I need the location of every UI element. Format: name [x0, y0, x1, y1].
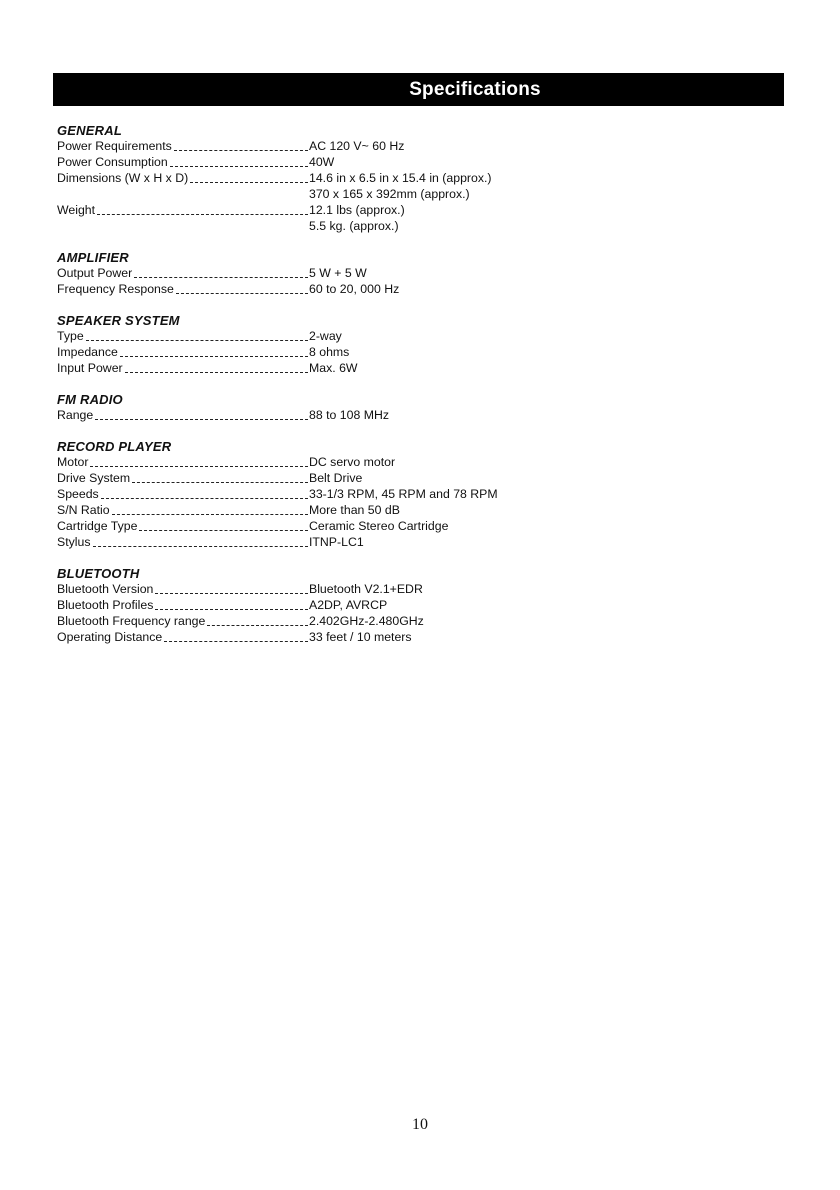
spec-label: Frequency Response	[57, 282, 174, 296]
spec-label-cell	[57, 154, 309, 170]
spec-label: Stylus	[57, 535, 91, 549]
spec-label: Power Consumption	[57, 155, 168, 169]
section-heading: SPEAKER SYSTEM	[57, 313, 180, 328]
spec-values	[309, 454, 395, 470]
spec-label-cell	[57, 502, 309, 518]
spec-row	[57, 170, 577, 202]
dotted-leader	[164, 641, 308, 642]
spec-section-bluetooth	[57, 566, 577, 645]
spec-label-cell	[57, 629, 309, 645]
dotted-leader	[134, 277, 308, 278]
spec-row	[57, 502, 577, 518]
spec-label: Range	[57, 408, 94, 422]
spec-row	[57, 154, 577, 170]
spec-row	[57, 629, 577, 645]
spec-label: Power Requirements	[57, 139, 172, 153]
spec-row	[57, 581, 577, 597]
spec-label-cell	[57, 344, 309, 360]
spec-value: DC servo motor	[309, 455, 396, 469]
dotted-leader	[174, 150, 308, 151]
spec-value: Ceramic Stereo Cartridge	[309, 519, 449, 533]
spec-section-amplifier	[57, 250, 577, 297]
spec-values	[309, 486, 498, 502]
specifications-list	[57, 123, 577, 661]
section-heading: AMPLIFIER	[57, 250, 129, 265]
spec-row	[57, 613, 577, 629]
spec-label-cell	[57, 407, 309, 423]
spec-values	[309, 518, 448, 534]
spec-label-cell	[57, 534, 309, 550]
dotted-leader	[207, 625, 308, 626]
spec-values	[309, 613, 424, 629]
spec-row	[57, 470, 577, 486]
spec-value: 12.1 lbs (approx.)	[309, 203, 405, 217]
section-heading: RECORD PLAYER	[57, 439, 172, 454]
spec-row	[57, 597, 577, 613]
spec-label-cell	[57, 328, 309, 344]
spec-label-cell	[57, 360, 309, 376]
spec-value: 40W	[309, 155, 335, 169]
page-number: 10	[412, 1116, 428, 1133]
spec-values	[309, 407, 389, 423]
spec-label-cell	[57, 170, 309, 186]
spec-values	[309, 138, 404, 154]
spec-label-cell	[57, 613, 309, 629]
spec-label: Bluetooth Profiles	[57, 598, 154, 612]
spec-row	[57, 407, 577, 423]
spec-row	[57, 360, 577, 376]
dotted-leader	[93, 546, 309, 547]
spec-value: 33 feet / 10 meters	[309, 630, 412, 644]
dotted-leader	[101, 498, 308, 499]
spec-label-cell	[57, 202, 309, 218]
spec-value: Max. 6W	[309, 361, 358, 375]
spec-label-cell	[57, 265, 309, 281]
dotted-leader	[170, 166, 308, 167]
spec-value: A2DP, AVRCP	[309, 598, 388, 612]
spec-label: S/N Ratio	[57, 503, 110, 517]
dotted-leader	[86, 340, 308, 341]
spec-label-cell	[57, 518, 309, 534]
spec-row	[57, 518, 577, 534]
spec-row	[57, 534, 577, 550]
spec-value: 88 to 108 MHz	[309, 408, 389, 422]
spec-row	[57, 202, 577, 234]
dotted-leader	[155, 593, 308, 594]
spec-row	[57, 344, 577, 360]
spec-value: 5 W + 5 W	[309, 266, 367, 280]
page-title: Specifications	[409, 78, 541, 100]
spec-label-cell	[57, 138, 309, 154]
spec-label: Weight	[57, 203, 96, 217]
dotted-leader	[90, 466, 308, 467]
spec-value: Bluetooth V2.1+EDR	[309, 582, 423, 596]
spec-section-speaker-system	[57, 313, 577, 376]
spec-value: 370 x 165 x 392mm (approx.)	[309, 187, 470, 201]
spec-label: Drive System	[57, 471, 131, 485]
spec-label: Dimensions (W x H x D)	[57, 171, 189, 185]
dotted-leader	[132, 482, 308, 483]
section-heading: GENERAL	[57, 123, 122, 138]
dotted-leader	[176, 293, 308, 294]
spec-value: 2.402GHz-2.480GHz	[309, 614, 424, 628]
spec-label: Operating Distance	[57, 630, 163, 644]
dotted-leader	[125, 372, 308, 373]
spec-values	[309, 597, 387, 613]
spec-label: Bluetooth Version	[57, 582, 154, 596]
spec-label: Bluetooth Frequency range	[57, 614, 206, 628]
spec-label-cell	[57, 454, 309, 470]
spec-row	[57, 265, 577, 281]
dotted-leader	[95, 419, 308, 420]
spec-row	[57, 454, 577, 470]
spec-value: Belt Drive	[309, 471, 363, 485]
spec-value: 8 ohms	[309, 345, 350, 359]
dotted-leader	[139, 530, 308, 531]
spec-value: AC 120 V~ 60 Hz	[309, 139, 405, 153]
section-heading: BLUETOOTH	[57, 566, 140, 581]
spec-label-cell	[57, 281, 309, 297]
spec-values	[309, 581, 423, 597]
spec-label: Motor	[57, 455, 89, 469]
spec-section-record-player	[57, 439, 577, 550]
dotted-leader	[120, 356, 308, 357]
dotted-leader	[155, 609, 308, 610]
spec-value: 5.5 kg. (approx.)	[309, 219, 399, 233]
spec-values	[309, 281, 399, 297]
spec-values	[309, 265, 367, 281]
spec-value: ITNP-LC1	[309, 535, 364, 549]
dotted-leader	[112, 514, 308, 515]
spec-value: 60 to 20, 000 Hz	[309, 282, 400, 296]
spec-value: 14.6 in x 6.5 in x 15.4 in (approx.)	[309, 171, 492, 185]
spec-values	[309, 360, 358, 376]
spec-label: Impedance	[57, 345, 118, 359]
spec-value: 2-way	[309, 329, 342, 343]
section-heading: FM RADIO	[57, 392, 123, 407]
spec-label: Output Power	[57, 266, 133, 280]
spec-row	[57, 328, 577, 344]
spec-values	[309, 629, 412, 645]
spec-value: More than 50 dB	[309, 503, 400, 517]
spec-label-cell	[57, 597, 309, 613]
spec-label-cell	[57, 581, 309, 597]
spec-values	[309, 470, 362, 486]
spec-row	[57, 486, 577, 502]
spec-label-cell	[57, 486, 309, 502]
spec-label-cell	[57, 470, 309, 486]
spec-values	[309, 328, 342, 344]
spec-values	[309, 502, 400, 518]
spec-label: Speeds	[57, 487, 99, 501]
dotted-leader	[97, 214, 308, 215]
spec-values	[309, 154, 334, 170]
spec-values	[309, 202, 405, 234]
spec-value: 33-1/3 RPM, 45 RPM and 78 RPM	[309, 487, 498, 501]
spec-label: Type	[57, 329, 84, 343]
spec-section-general	[57, 123, 577, 234]
spec-values	[309, 344, 349, 360]
spec-section-fm-radio	[57, 392, 577, 423]
spec-label: Cartridge Type	[57, 519, 138, 533]
title-bar	[53, 73, 784, 106]
spec-row	[57, 281, 577, 297]
spec-values	[309, 534, 364, 550]
spec-values	[309, 170, 492, 202]
spec-label: Input Power	[57, 361, 123, 375]
spec-row	[57, 138, 577, 154]
dotted-leader	[190, 182, 308, 183]
